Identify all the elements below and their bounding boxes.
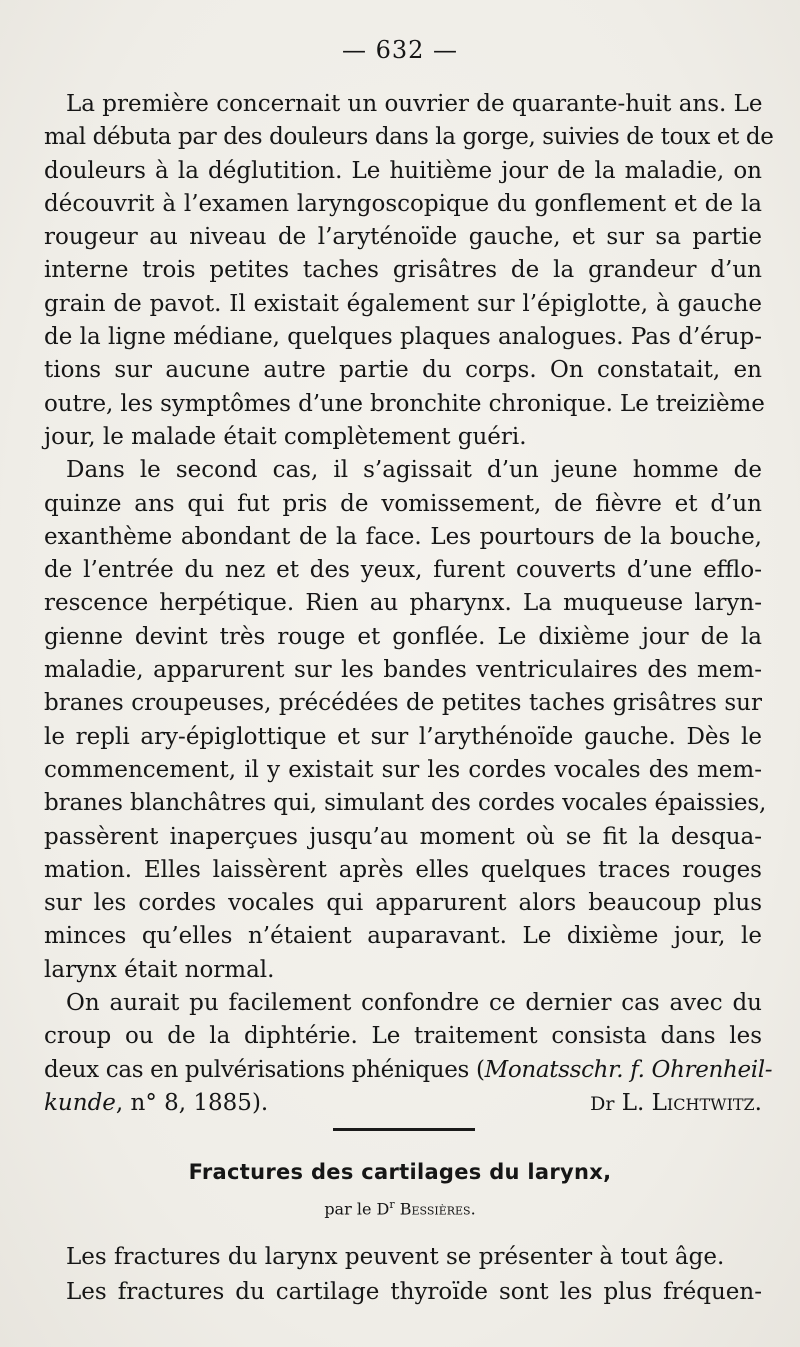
text-line: croup ou de la diphtérie. Le traitement consista dans les (44, 1023, 762, 1050)
journal-title-continued: kunde (44, 1089, 116, 1116)
paragraph-conclusion (44, 987, 773, 1120)
text-line: Les fractures du cartilage thyroïde sont les plus fréquen- (66, 1279, 762, 1305)
paragraph-second-case (44, 454, 767, 987)
text-line: minces qu’elles n’étaient auparavant. Le dixième jour, le (44, 923, 762, 950)
author-signature (590, 1087, 762, 1121)
section-paragraph (44, 1240, 762, 1310)
text-line: Dans le second cas, il s’agissait d’un jeune homme de (66, 457, 762, 484)
byline-name: Bessières. (399, 1199, 476, 1219)
text-line: sur les cordes vocales qui apparurent alors beaucoup plus (44, 890, 762, 917)
text-line: gienne devint très rouge et gonflée. Le dixième jour de la (44, 623, 762, 650)
text-line: découvrit à l’examen laryngoscopique du gonflement et de la (44, 190, 762, 217)
section-title: Fractures des cartilages du larynx, (188, 1160, 612, 1184)
text-line-signature (44, 1087, 762, 1120)
signature-name: L. Lichtwitz. (621, 1089, 762, 1116)
text-line: La première concernait un ouvrier de quarante-huit ans. Le (66, 91, 763, 117)
text-line: quinze ans qui fut pris de vomissement, de fièvre et d’un (44, 490, 762, 517)
text-line: mation. Elles laissèrent après elles quelques traces rouges (44, 856, 762, 883)
text-line: mal débuta par des douleurs dans la gorge, suivies de toux et de (44, 124, 774, 151)
article-body (44, 88, 774, 1121)
byline-superscript: r (389, 1198, 395, 1211)
text-line: de la ligne médiane, quelques plaques analogues. Pas d’érup- (44, 324, 762, 351)
text-run: deux cas en pulvérisations phéniques ( (44, 1056, 485, 1083)
text-line: jour, le malade était complètement guéri. (44, 423, 527, 450)
text-line: interne trois petites taches grisâtres de la grandeur d’un (44, 257, 762, 284)
text-line: douleurs à la déglutition. Le huitième jour de la maladie, on (44, 157, 762, 184)
text-line: passèrent inaperçues jusqu’au moment où se fit la desqua- (44, 823, 762, 850)
text-line: exanthème abondant de la face. Les pourtours de la bouche, (44, 523, 762, 550)
text-run: , n° 8, 1885). (115, 1089, 269, 1116)
signature-prefix: Dr (590, 1092, 615, 1115)
text-line: larynx était normal. (44, 956, 275, 983)
journal-title: Monatsschr. f. Ohrenheil- (484, 1056, 773, 1083)
text-line: outre, les symptômes d’une bronchite chronique. Le treizième (44, 390, 765, 417)
section-byline (0, 1198, 800, 1218)
text-line: de l’entrée du nez et des yeux, furent couverts d’une efflo- (44, 557, 762, 584)
text-line: tions sur aucune autre partie du corps. On constatait, en (44, 357, 762, 384)
section-divider (333, 1128, 475, 1131)
paragraph-first-case (44, 88, 774, 454)
text-line: rougeur au niveau de l’aryténoïde gauche, et sur sa partie (44, 224, 762, 251)
text-line: commencement, il y existait sur les cordes vocales des mem- (44, 756, 762, 783)
text-line: rescence herpétique. Rien au pharynx. La muqueuse laryn- (44, 590, 762, 617)
text-line: branes blanchâtres qui, simulant des cordes vocales épaissies, (44, 790, 767, 817)
text-line: Les fractures du larynx peuvent se présenter à tout âge. (66, 1244, 725, 1270)
text-line: grain de pavot. Il existait également sur l’épiglotte, à gauche (44, 290, 762, 317)
text-line: On aurait pu facilement confondre ce dernier cas avec du (66, 990, 762, 1017)
text-line: maladie, apparurent sur les bandes ventriculaires des mem- (44, 657, 762, 684)
byline-prefix: par le D (324, 1199, 390, 1219)
text-line-citation (44, 1054, 773, 1087)
text-line: le repli ary-épiglottique et sur l’arythénoïde gauche. Dès le (44, 723, 762, 750)
page-number: — 632 — (341, 36, 459, 64)
text-line: branes croupeuses, précédées de petites taches grisâtres sur (44, 690, 762, 717)
section-body (44, 1240, 762, 1310)
